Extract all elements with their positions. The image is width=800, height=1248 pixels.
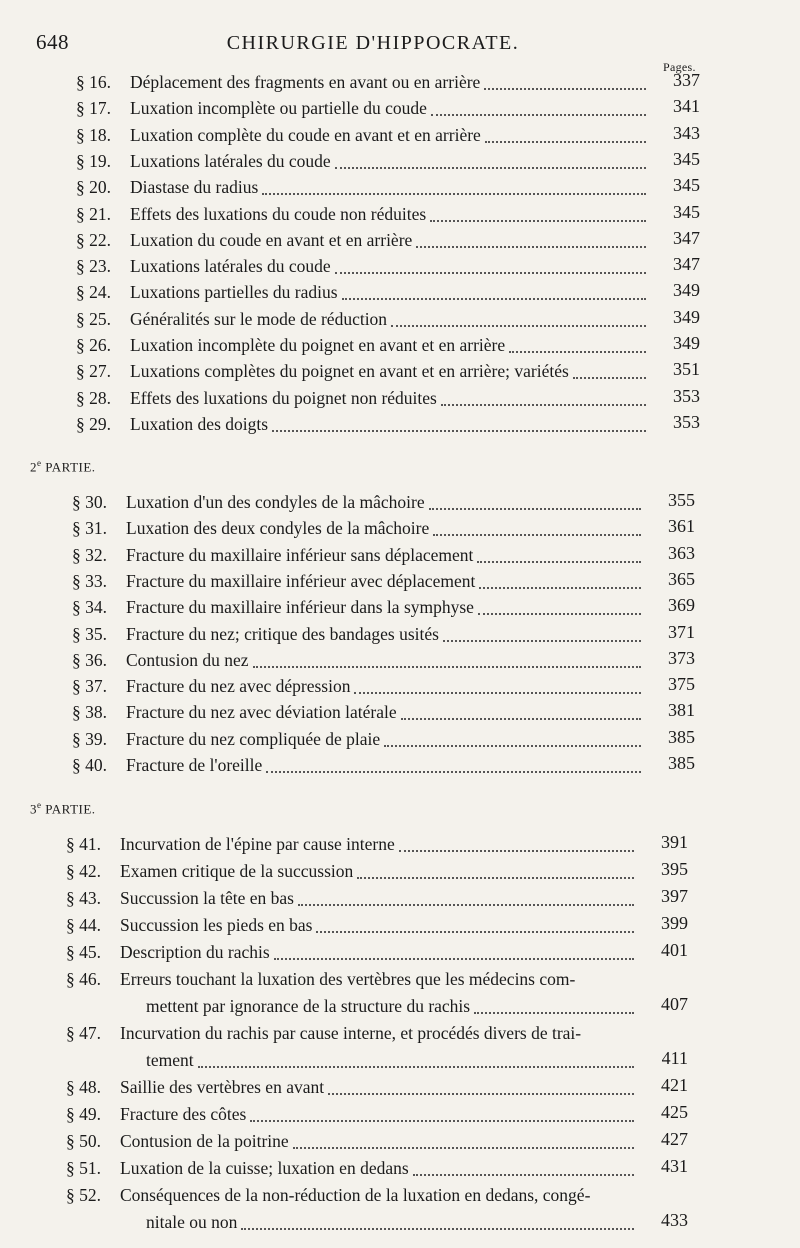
section-number: § 40. [72, 755, 107, 775]
toc-entry [76, 333, 505, 357]
section-number: § 17. [76, 98, 111, 119]
dot-leader [573, 353, 646, 379]
section-title: Luxations latérales du coude [130, 150, 331, 171]
section-number: § 19. [76, 150, 111, 171]
toc-entry [72, 516, 429, 540]
dot-leader [335, 248, 646, 274]
section-number: § 52. [66, 1185, 101, 1205]
section-title: Luxations latérales du coude [130, 256, 331, 277]
section-title: Incurvation du rachis par cause interne, et procédés divers de trai- [120, 1023, 582, 1043]
page-reference: 369 [668, 595, 695, 616]
dot-leader [198, 1042, 634, 1068]
part-3-heading: 3e PARTIE. [30, 800, 96, 817]
toc-entry [76, 175, 258, 199]
section-title: Diastase du radius [130, 177, 259, 198]
page-reference: 407 [661, 994, 688, 1014]
toc-entry [72, 753, 262, 777]
page-reference: 349 [673, 333, 700, 353]
section-number: § 38. [72, 702, 107, 723]
page-reference: 433 [661, 1210, 688, 1230]
section-title: Erreurs touchant la luxation des vertèbres que les médecins com- [120, 969, 576, 989]
section-number: § 44. [66, 915, 101, 935]
page-reference: 345 [673, 201, 700, 222]
dot-leader [274, 934, 634, 960]
page-reference: 347 [673, 254, 700, 275]
toc-entry [76, 70, 480, 94]
section-number: § 24. [76, 282, 111, 303]
dot-leader [266, 747, 641, 773]
toc-entry [72, 490, 425, 514]
dot-leader [401, 694, 641, 720]
section-title: Fracture du nez; critique des bandages usités [126, 623, 439, 644]
page-reference: 385 [668, 753, 695, 773]
section-title: Examen critique de la succussion [120, 861, 354, 881]
page-reference: 361 [668, 516, 695, 537]
section-number: § 30. [72, 492, 107, 512]
dot-leader [441, 380, 646, 406]
section-number: § 34. [72, 597, 107, 618]
section-number: § 21. [76, 203, 111, 224]
section-title: Succussion la tête en bas [120, 888, 294, 908]
section-number: § 39. [72, 728, 107, 749]
section-number: § 32. [72, 544, 107, 565]
section-title: Luxations complètes du poignet en avant et en arrière; variétés [130, 361, 569, 382]
toc-entry [72, 595, 474, 619]
page-reference: 381 [668, 700, 695, 721]
section-title: Fracture des côtes [120, 1104, 247, 1124]
running-title: CHIRURGIE D'HIPPOCRATE. [226, 32, 520, 54]
section-title: Luxation des doigts [130, 413, 269, 434]
dot-leader [384, 721, 641, 747]
toc-entry [76, 254, 331, 278]
section-number: § 33. [72, 570, 107, 591]
section-title: Luxations partielles du radius [130, 282, 338, 303]
toc-entry [76, 307, 387, 331]
toc-entry [72, 674, 350, 698]
section-number: § 50. [66, 1131, 101, 1151]
toc-entry [66, 886, 294, 910]
page-reference: 347 [673, 227, 700, 248]
page-reference: 401 [661, 940, 688, 960]
section-title: Contusion de la poitrine [120, 1131, 289, 1151]
page-reference: 353 [673, 411, 700, 432]
section-title: Luxation des deux condyles de la mâchoire [126, 518, 430, 539]
dot-leader [293, 1123, 634, 1149]
section-number: § 22. [76, 229, 111, 250]
section-number: § 26. [76, 335, 111, 355]
section-number: § 51. [66, 1158, 101, 1178]
pages-column-label: Pages. [663, 60, 696, 74]
section-title-continuation: mettent par ignorance de la structure du rachis [146, 996, 471, 1016]
toc-entry [66, 1129, 289, 1153]
dot-leader [272, 406, 646, 432]
page-reference: 421 [661, 1075, 688, 1095]
section-title: Fracture du nez compliquée de plaie [126, 728, 381, 749]
section-title: Luxation d'un des condyles de la mâchoire [126, 492, 425, 512]
page-reference: 363 [668, 542, 695, 563]
section-title: Contusion du nez [126, 649, 249, 670]
dot-leader [479, 563, 641, 589]
page-reference: 351 [673, 359, 700, 380]
section-number: § 46. [66, 969, 101, 989]
section-number: § 42. [66, 861, 101, 881]
section-title: Généralités sur le mode de réduction [130, 308, 388, 329]
section-title: Fracture du nez avec dépression [126, 676, 351, 697]
page-reference: 399 [661, 913, 688, 933]
page-reference: 411 [661, 1048, 688, 1068]
section-title: Luxation du coude en avant et en arrière [130, 229, 413, 250]
page-reference: 349 [673, 306, 700, 327]
dot-leader [430, 196, 646, 222]
dot-leader [298, 880, 634, 906]
dot-leader [431, 90, 646, 116]
section-title-continuation: nitale ou non [146, 1212, 238, 1232]
page-reference: 373 [668, 647, 695, 668]
section-number: § 29. [76, 413, 111, 434]
dot-leader [316, 907, 634, 933]
dot-leader [509, 327, 646, 353]
dot-leader [335, 143, 646, 169]
section-title: Luxation incomplète du poignet en avant et en arrière [130, 335, 506, 355]
dot-leader [443, 616, 641, 642]
dot-leader [429, 484, 641, 510]
dot-leader [342, 274, 646, 300]
page-reference: 391 [661, 832, 688, 852]
section-title-continuation: tement [146, 1050, 194, 1070]
page-reference: 345 [673, 148, 700, 169]
page-reference: 343 [673, 122, 700, 143]
dot-leader [484, 64, 646, 90]
section-title: Luxation de la cuisse; luxation en dedans [120, 1158, 409, 1178]
section-number: § 47. [66, 1023, 101, 1043]
toc-entry [72, 543, 473, 567]
section-number: § 28. [76, 387, 111, 408]
page-reference: 353 [673, 385, 700, 406]
page-number: 648 [36, 30, 69, 54]
dot-leader [433, 510, 641, 536]
section-title: Fracture du maxillaire inférieur dans la symphyse [126, 597, 474, 618]
page-reference: 355 [668, 490, 695, 510]
dot-leader [250, 1096, 634, 1122]
section-number: § 27. [76, 361, 111, 382]
part-2-heading: 2e PARTIE. [30, 458, 96, 475]
dot-leader [391, 301, 646, 327]
page-reference: 365 [668, 568, 695, 589]
section-number: § 18. [76, 124, 111, 145]
page-reference: 385 [668, 726, 695, 747]
dot-leader [399, 826, 634, 852]
page-reference: 427 [661, 1129, 688, 1149]
dot-leader [477, 537, 641, 563]
page-reference: 371 [668, 621, 695, 642]
section-title: Déplacement des fragments en avant ou en arrière [130, 72, 481, 92]
section-number: § 48. [66, 1077, 101, 1097]
section-title: Fracture du maxillaire inférieur sans déplacement [126, 544, 474, 565]
section-title: Effets des luxations du poignet non réduites [130, 387, 437, 408]
page-reference: 395 [661, 859, 688, 879]
page-reference: 375 [668, 674, 695, 695]
page-reference: 431 [661, 1156, 688, 1176]
section-number: § 41. [66, 834, 101, 854]
section-title: Description du rachis [120, 942, 270, 962]
section-number: § 20. [76, 177, 111, 198]
toc-entry [76, 280, 338, 304]
dot-leader [485, 117, 646, 143]
section-title: Saillie des vertèbres en avant [120, 1077, 325, 1097]
section-number: § 35. [72, 623, 107, 644]
dot-leader [354, 668, 641, 694]
page-reference: 345 [673, 175, 700, 196]
toc-entry [76, 96, 427, 120]
section-number: § 36. [72, 649, 107, 670]
toc-entry [72, 569, 475, 593]
toc-entry [76, 412, 268, 436]
section-number: § 23. [76, 256, 111, 277]
dot-leader [478, 589, 641, 615]
section-number: § 16. [76, 72, 111, 92]
page-header [36, 30, 710, 64]
page-reference: 349 [673, 280, 700, 301]
toc-entry [66, 1156, 409, 1180]
section-title: Conséquences de la non-réduction de la luxation en dedans, congé- [120, 1185, 591, 1205]
toc-entry [66, 1102, 246, 1126]
section-title: Luxation incomplète ou partielle du coude [130, 98, 427, 119]
section-number: § 31. [72, 518, 107, 539]
dot-leader [357, 853, 634, 879]
section-number: § 49. [66, 1104, 101, 1124]
section-title: Fracture du maxillaire inférieur avec déplacement [126, 570, 476, 591]
dot-leader [241, 1204, 634, 1230]
dot-leader [262, 169, 646, 195]
dot-leader [474, 988, 634, 1014]
toc-entry [66, 832, 395, 856]
section-title: Luxation complète du coude en avant et en arrière [130, 124, 481, 145]
dot-leader [416, 222, 646, 248]
toc-entry [66, 940, 270, 964]
section-title: Succussion les pieds en bas [120, 915, 313, 935]
page-reference: 337 [673, 70, 700, 90]
toc-entry [76, 202, 426, 226]
page-reference: 425 [661, 1102, 688, 1122]
section-title: Incurvation de l'épine par cause interne [120, 834, 395, 854]
page-reference: 397 [661, 886, 688, 906]
section-title: Fracture de l'oreille [126, 755, 263, 775]
dot-leader [253, 642, 642, 668]
dot-leader [328, 1069, 634, 1095]
dot-leader [413, 1150, 634, 1176]
page-reference: 341 [673, 96, 700, 117]
section-title: Fracture du nez avec déviation latérale [126, 702, 397, 723]
toc-entry [72, 700, 397, 724]
toc-entry [72, 648, 249, 672]
section-number: § 25. [76, 308, 111, 329]
section-number: § 37. [72, 676, 107, 697]
section-number: § 45. [66, 942, 101, 962]
section-number: § 43. [66, 888, 101, 908]
section-title: Effets des luxations du coude non réduites [130, 203, 427, 224]
